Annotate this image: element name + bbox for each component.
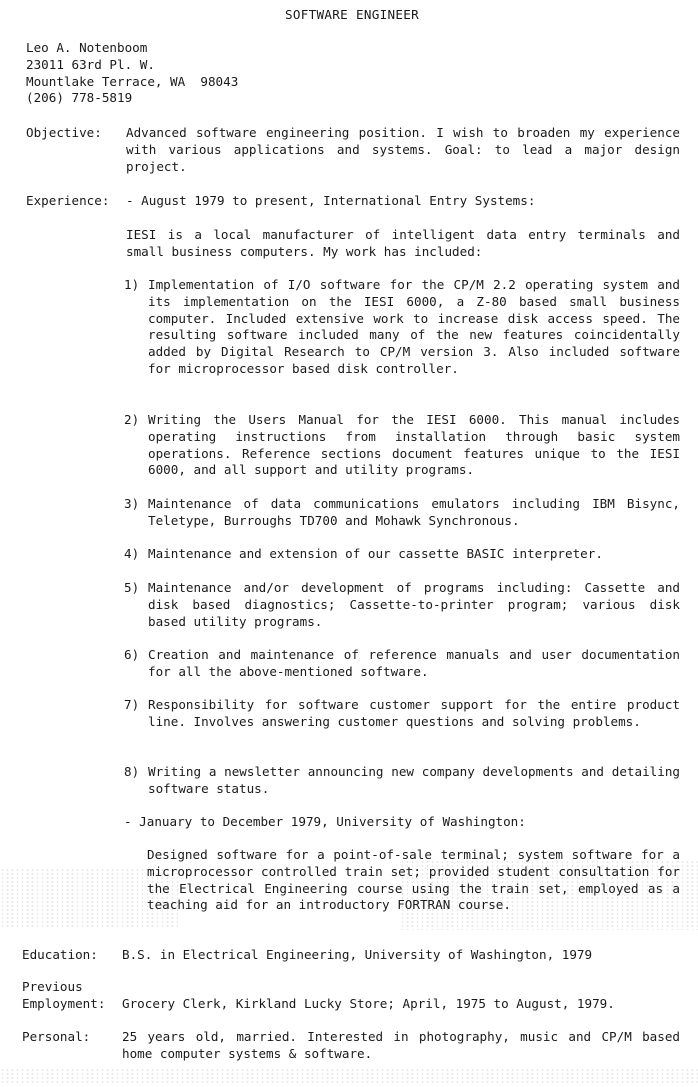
item-number: 7) (124, 697, 140, 712)
item-number: 4) (124, 546, 140, 561)
item-number: 3) (124, 496, 140, 511)
item-text: Maintenance of data communications emulators including IBM Bisync, Teletype, Burroughs TD700 and Mohawk Synchronous. (148, 496, 680, 528)
job2-heading: - January to December 1979, University of Washington: (124, 814, 526, 829)
contact-street: 23011 63rd Pl. W. (26, 56, 155, 72)
objective-label: Objective: (26, 125, 102, 140)
experience-label: Experience: (26, 193, 110, 208)
contact-name: Leo A. Notenboom (26, 40, 148, 55)
contact-city: Mountlake Terrace, WA 98043 (26, 73, 239, 89)
personal-label: Personal: (22, 1029, 91, 1044)
job1-intro: IESI is a local manufacturer of intelligent data entry terminals and small business computers. My work has included: (126, 227, 680, 259)
objective-text: Advanced software engineering position. I wish to broaden my experience with various applications and systems. Goal: to lead a major design project. (126, 125, 680, 174)
item-text: Maintenance and/or development of programs including: Cassette and disk based diagnostics; Cassette-to-printer program; various disk based utility programs. (148, 580, 680, 629)
scan-noise (0, 1068, 698, 1084)
job2-text: Designed software for a point-of-sale terminal; system software for a microprocessor controlled train set; provided student consultation for the Electrical Engineering course using the train set, employed as a teaching aid for an introductory FORTRAN course. (147, 847, 680, 913)
item-number: 8) (124, 764, 140, 779)
item-number: 1) (124, 277, 140, 292)
contact-block (26, 40, 238, 107)
previous-label-line1: Previous (22, 979, 83, 994)
education-text: B.S. in Electrical Engineering, University of Washington, 1979 (122, 947, 593, 962)
previous-label-line2: Employment: (22, 996, 106, 1011)
contact-phone: (206) 778-5819 (26, 90, 133, 106)
item-number: 6) (124, 647, 140, 662)
item-text: Maintenance and extension of our cassette BASIC interpreter. (148, 546, 603, 561)
personal-text: 25 years old, married. Interested in photography, music and CP/M based home computer systems & software. (122, 1029, 680, 1061)
education-label: Education: (22, 947, 98, 962)
item-text: Implementation of I/O software for the CP/M 2.2 operating system and its implementation on the IESI 6000, a Z-80 based small business computer. Included extensive work to increase disk access speed. The resulting software included many of the new features coincidentally added by Digital Research to CP/M version 3. Also included software for microprocessor based disk controller. (148, 277, 680, 376)
item-number: 5) (124, 580, 140, 595)
item-text: Responsibility for software customer support for the entire product line. Involves answering customer questions and solving problems. (148, 697, 680, 729)
item-text: Creation and maintenance of reference manuals and user documentation for all the above-mentioned software. (148, 647, 680, 679)
item-text: Writing a newsletter announcing new company developments and detailing software status. (148, 764, 680, 796)
job1-heading: - August 1979 to present, International Entry Systems: (126, 193, 536, 208)
item-number: 2) (124, 412, 140, 427)
document-title: SOFTWARE ENGINEER (285, 7, 419, 22)
item-text: Writing the Users Manual for the IESI 6000. This manual includes operating instructions from installation through basic system operations. Reference sections document features unique to the IESI 6000, and all support and utility programs. (148, 412, 680, 478)
previous-employment-text: Grocery Clerk, Kirkland Lucky Store; April, 1975 to August, 1979. (122, 996, 615, 1011)
